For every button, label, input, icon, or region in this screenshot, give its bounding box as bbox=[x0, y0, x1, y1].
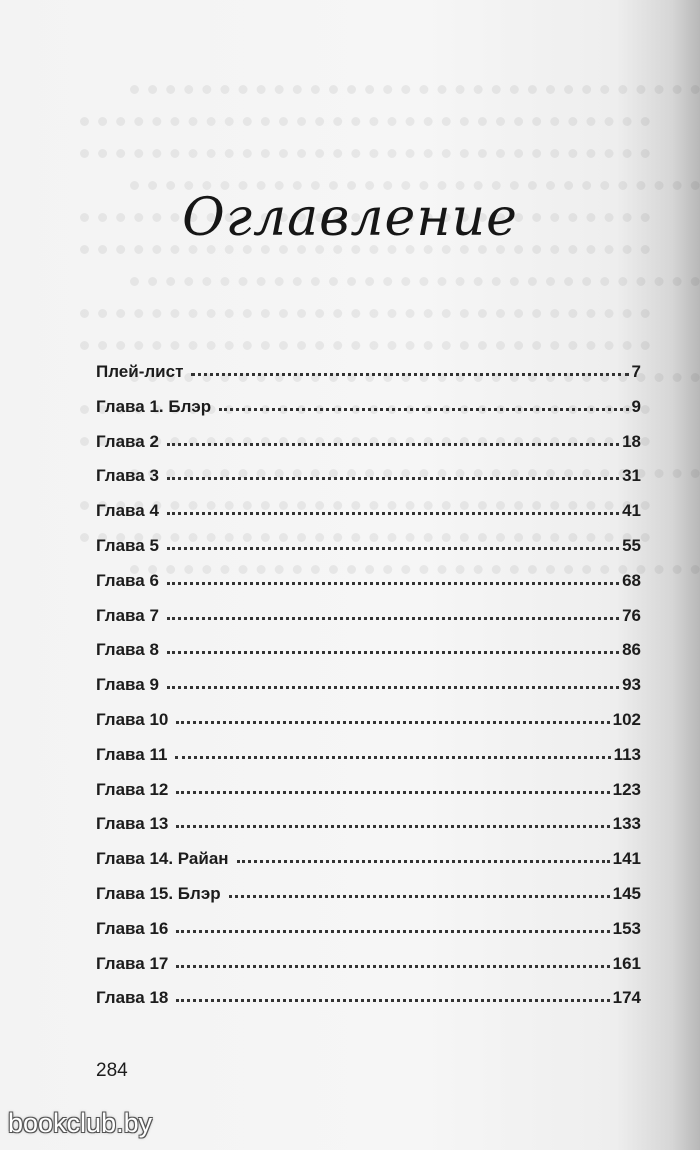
toc-entry-page: 174 bbox=[612, 988, 641, 1008]
toc-entry-page: 9 bbox=[631, 396, 641, 416]
toc-entry-page: 76 bbox=[622, 605, 641, 625]
watermark: bookclub.by bbox=[8, 1108, 153, 1138]
bleed-through-line bbox=[80, 245, 650, 268]
toc-entry-label: Глава 18 bbox=[96, 988, 169, 1008]
toc-entry bbox=[96, 988, 641, 1023]
toc-dot-leader bbox=[191, 367, 628, 376]
toc-entry-label: Глава 5 bbox=[96, 535, 159, 555]
toc-entry-page: 18 bbox=[622, 431, 641, 451]
page-number: 284 bbox=[96, 1060, 128, 1081]
toc-entry-label: Глава 14. Райан bbox=[96, 849, 229, 869]
toc-entry bbox=[96, 919, 641, 954]
toc-dot-leader bbox=[176, 993, 609, 1002]
bleed-through-line bbox=[130, 277, 700, 300]
toc-dot-leader bbox=[167, 437, 619, 446]
toc-entry-page: 153 bbox=[612, 918, 641, 938]
toc-entry-page: 68 bbox=[622, 570, 641, 590]
toc-dot-leader bbox=[219, 402, 628, 411]
toc-entry bbox=[96, 640, 641, 675]
bleed-through-line bbox=[80, 117, 650, 140]
toc-dot-leader bbox=[176, 819, 609, 828]
toc-entry-label: Глава 8 bbox=[96, 640, 159, 660]
toc-entry bbox=[96, 362, 641, 397]
toc-dot-leader bbox=[175, 750, 610, 759]
toc-entry-label: Глава 2 bbox=[96, 431, 159, 451]
toc-entry-page: 123 bbox=[612, 779, 641, 799]
toc-entry-label: Глава 6 bbox=[96, 570, 159, 590]
toc-entry-page: 31 bbox=[622, 466, 641, 486]
toc-entry-label: Глава 10 bbox=[96, 709, 169, 729]
toc-entry-page: 141 bbox=[612, 849, 641, 869]
toc-dot-leader bbox=[167, 645, 619, 654]
toc-entry-label: Глава 3 bbox=[96, 466, 159, 486]
toc-entry-label: Глава 12 bbox=[96, 779, 169, 799]
toc-dot-leader bbox=[167, 506, 619, 515]
toc-entry bbox=[96, 571, 641, 606]
toc-entry-page: 86 bbox=[622, 640, 641, 660]
toc-entry bbox=[96, 675, 641, 710]
toc-entry bbox=[96, 814, 641, 849]
toc-entry bbox=[96, 536, 641, 571]
bleed-through-line bbox=[130, 85, 700, 108]
toc-entry bbox=[96, 466, 641, 501]
toc-entry-page: 102 bbox=[612, 709, 641, 729]
table-of-contents bbox=[96, 362, 641, 1023]
toc-entry-page: 93 bbox=[622, 675, 641, 695]
toc-entry-label: Глава 1. Блэр bbox=[96, 396, 212, 416]
toc-dot-leader bbox=[176, 959, 609, 968]
toc-dot-leader bbox=[167, 541, 619, 550]
toc-dot-leader bbox=[176, 785, 609, 794]
toc-dot-leader bbox=[229, 889, 610, 898]
toc-entry-page: 7 bbox=[631, 362, 641, 381]
toc-entry-label: Глава 16 bbox=[96, 918, 169, 938]
toc-entry-page: 41 bbox=[622, 501, 641, 521]
toc-entry-label: Глава 9 bbox=[96, 675, 159, 695]
toc-entry-page: 161 bbox=[612, 953, 641, 973]
toc-entry-label: Глава 17 bbox=[96, 953, 169, 973]
toc-entry bbox=[96, 745, 641, 780]
toc-entry bbox=[96, 710, 641, 745]
toc-entry-label: Глава 11 bbox=[96, 744, 168, 764]
toc-entry bbox=[96, 397, 641, 432]
toc-entry-label: Глава 7 bbox=[96, 605, 159, 625]
bleed-through-line bbox=[80, 341, 650, 364]
toc-entry bbox=[96, 849, 641, 884]
toc-dot-leader bbox=[167, 611, 619, 620]
toc-dot-leader bbox=[176, 715, 609, 724]
toc-entry bbox=[96, 954, 641, 989]
toc-dot-leader bbox=[176, 924, 609, 933]
toc-entry bbox=[96, 606, 641, 641]
toc-entry-page: 145 bbox=[612, 883, 641, 903]
toc-entry bbox=[96, 780, 641, 815]
toc-entry-page: 113 bbox=[613, 744, 641, 764]
toc-entry-label: Глава 15. Блэр bbox=[96, 883, 221, 903]
bleed-through-line bbox=[80, 149, 650, 172]
toc-entry-label: Плей-лист bbox=[96, 362, 184, 381]
toc-entry bbox=[96, 501, 641, 536]
page-title: Оглавление bbox=[182, 188, 518, 248]
toc-entry-label: Глава 4 bbox=[96, 501, 159, 521]
bleed-through-line bbox=[80, 309, 650, 332]
toc-dot-leader bbox=[167, 471, 619, 480]
toc-entry-label: Глава 13 bbox=[96, 814, 169, 834]
toc-entry-page: 55 bbox=[622, 535, 641, 555]
toc-entry-page: 133 bbox=[612, 814, 641, 834]
toc-entry bbox=[96, 432, 641, 467]
toc-entry bbox=[96, 884, 641, 919]
toc-dot-leader bbox=[167, 576, 619, 585]
toc-dot-leader bbox=[167, 680, 619, 689]
toc-dot-leader bbox=[237, 854, 610, 863]
